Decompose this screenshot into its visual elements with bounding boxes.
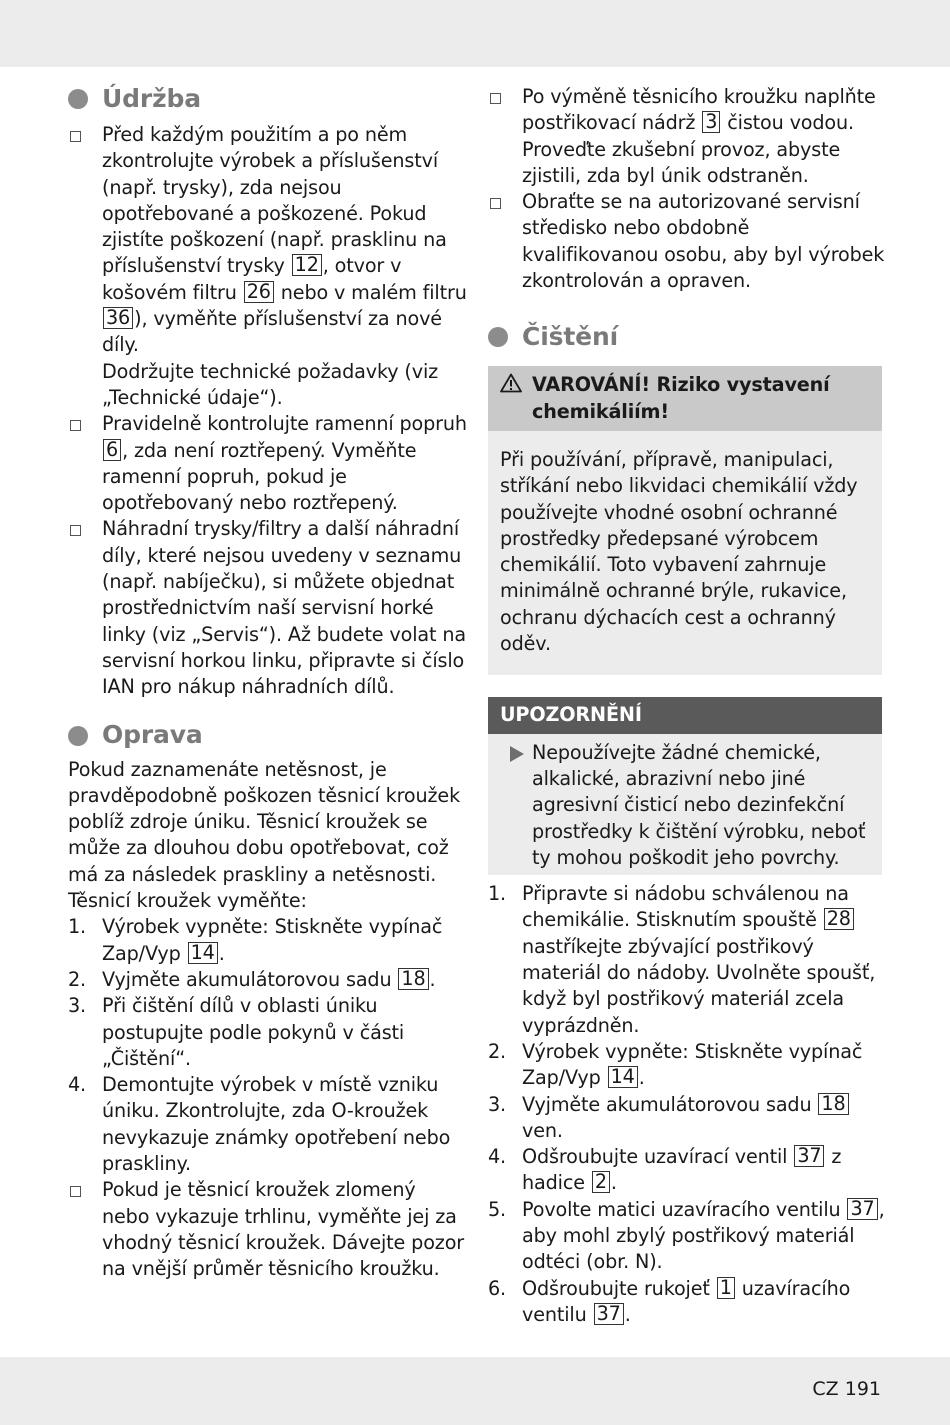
step-text: Připravte si nádobu schválenou na chemikálie. Stisknutím spouště 28 nastříkejte zbývající postřikový materiál do nádoby. Uvolněte spoušť, když byl postřikový materiál zcela vyprázdněn.: [522, 882, 876, 1037]
bullet-dot-icon: [488, 327, 508, 347]
notice-body: [488, 734, 882, 875]
checkbox-square-icon: [70, 525, 81, 536]
figure-reference: 28: [824, 908, 854, 930]
section-heading-maintenance: [68, 80, 468, 118]
bullet-dot-icon: [68, 89, 88, 109]
numbered-step: [488, 1144, 888, 1197]
figure-reference: 26: [244, 281, 274, 303]
step-text: Odšroubujte uzavírací ventil 37 z hadice 2 .: [522, 1144, 842, 1195]
notice-title: UPOZORNĚNÍ: [488, 697, 882, 733]
list-item: [68, 1177, 468, 1282]
step-number: 5.: [488, 1197, 507, 1221]
item-text: Pravidelně kontrolujte ramenní popruh 6 , zda není roztřepený. Vyměňte ramenní popruh, pokud je opotřebovaný nebo roztřepený.: [102, 412, 467, 515]
numbered-step: [68, 967, 468, 993]
warning-header: [488, 366, 882, 431]
numbered-step: [488, 1276, 888, 1329]
notice-item: [498, 740, 870, 871]
figure-reference: 2: [592, 1171, 610, 1193]
figure-reference: 14: [608, 1066, 638, 1088]
step-text: Demontujte výrobek v místě vzniku úniku. Zkontrolujte, zda O-kroužek nevykazuje známky opotřebení nebo praskliny.: [102, 1073, 451, 1175]
item-extra-text: Dodržujte technické požadavky (viz „Technické údaje“).: [102, 359, 439, 409]
checkbox-square-icon: [70, 1186, 81, 1197]
checkbox-square-icon: [490, 93, 501, 104]
figure-reference: 18: [818, 1093, 848, 1115]
numbered-step: [488, 1197, 888, 1276]
step-number: 1.: [488, 882, 507, 906]
item-text: Po výměně těsnicího kroužku naplňte postřikovací nádrž 3 čistou vodou. Proveďte zkušební provoz, abyste zjistili, zda byl únik odstraněn.: [522, 85, 876, 187]
section-heading-repair: [68, 717, 468, 755]
notice-box: [488, 697, 882, 875]
step-text: Při čištění dílů v oblasti úniku postupujte podle pokynů v části „Čištění“.: [102, 994, 405, 1070]
figure-reference: 37: [847, 1198, 877, 1220]
step-text: Výrobek vypněte: Stiskněte vypínač Zap/Vyp 14 .: [102, 915, 443, 965]
step-number: 4.: [488, 1145, 507, 1169]
item-text: Obraťte se na autorizované servisní středisko nebo obdobně kvalifikovanou osobu, aby byl výrobek zkontrolován a opraven.: [522, 190, 885, 293]
checkbox-square-icon: [70, 131, 81, 142]
checkbox-square-icon: [490, 198, 501, 209]
numbered-step: [488, 1092, 888, 1145]
step-number: 3.: [68, 994, 87, 1018]
figure-reference: 1: [717, 1277, 735, 1299]
step-number: 2.: [68, 967, 87, 991]
step-text: Odšroubujte rukojeť 1 uzavíracího ventilu 37 .: [522, 1275, 851, 1326]
figure-reference: 14: [188, 942, 218, 964]
list-item: [68, 516, 468, 700]
bottom-band: [0, 1357, 950, 1425]
repair-intro: Pokud zaznamenáte netěsnost, je pravděpodobně poškozen těsnicí kroužek poblíž zdroje úniku. Těsnicí kroužek se může za dlouhou dobu opotřebovat, což má za následek praskliny a netěsnosti. Těsnicí kroužek vyměňte:: [68, 757, 461, 913]
step-number: 1.: [68, 915, 87, 939]
warning-text: Při používání, přípravě, manipulaci, stříkání nebo likvidaci chemikálií vždy používejte vhodné osobní ochranné prostředky předepsané výrobcem chemikálií. Toto vybavení zahrnuje minimálně ochranné brýle, rukavice, ochranu dýchacích cest a ochranný oděv.: [488, 431, 882, 675]
top-band: [0, 0, 950, 67]
right-column: [488, 84, 888, 1328]
step-number: 3.: [488, 1092, 507, 1116]
figure-reference: 37: [794, 1145, 824, 1167]
arrow-right-icon: [510, 746, 524, 762]
numbered-step: [68, 1072, 468, 1177]
numbered-step: [488, 1039, 888, 1092]
figure-reference: 37: [594, 1303, 624, 1325]
figure-reference: 36: [103, 307, 133, 329]
bullet-dot-icon: [68, 726, 88, 746]
list-item: [68, 122, 468, 411]
list-item: [68, 411, 468, 516]
warning-box: [488, 366, 882, 675]
section-heading-cleaning: [488, 318, 888, 356]
figure-reference: 12: [292, 254, 322, 276]
step-text: Výrobek vypněte: Stiskněte vypínač Zap/Vyp 14 .: [522, 1039, 863, 1090]
step-number: 4.: [68, 1073, 87, 1097]
item-text: Pokud je těsnicí kroužek zlomený nebo vykazuje trhlinu, vyměňte jej za vhodný těsnicí kroužek. Dávejte pozor na vnější průměr těsnicího kroužku.: [102, 1178, 465, 1281]
warning-triangle-icon: [500, 373, 522, 393]
notice-text: Nepoužívejte žádné chemické, alkalické, abrazivní nebo jiné agresivní čisticí nebo dezinfekční prostředky k čištění výrobku, neboť ty mohou poškodit jeho povrchy.: [532, 740, 866, 869]
item-text: Před každým použitím a po něm zkontrolujte výrobek a příslušenství (např. trysky), zda nejsou opotřebované a poškozené. Pokud zjistíte poškození (např. prasklinu na příslušenství trysky 12 , otvor v košovém filtru 26 nebo v malém filtru 36 ), vyměňte příslušenství za nové díly.: [102, 123, 467, 357]
numbered-step: [488, 881, 888, 1039]
step-number: 2.: [488, 1039, 507, 1063]
item-text: Náhradní trysky/filtry a další náhradní díly, které nejsou uvedeny v seznamu (např. nabíječku), si můžete objednat prostřednictvím naší servisní horké linky (viz „Servis“). Až budete volat na servisní horkou linku, připravte si číslo IAN pro nákup náhradních dílů.: [102, 517, 466, 699]
repair-title: Oprava: [102, 720, 203, 750]
step-text: Vyjměte akumulátorovou sadu 18 .: [102, 966, 436, 991]
list-item: [488, 84, 888, 189]
list-item: [488, 189, 888, 294]
warning-title: VAROVÁNÍ! Riziko vystavení chemikáliím!: [532, 373, 830, 423]
numbered-step: [68, 993, 468, 1072]
numbered-step: [68, 914, 468, 967]
page-number: CZ 191: [812, 1378, 881, 1400]
step-text: Vyjměte akumulátorovou sadu 18 ven.: [522, 1092, 888, 1145]
maintenance-title: Údržba: [102, 83, 201, 113]
figure-reference: 6: [103, 439, 121, 461]
figure-reference: 3: [702, 111, 720, 133]
figure-reference: 18: [398, 968, 428, 990]
left-column: [68, 80, 468, 1282]
step-text: Povolte matici uzavíracího ventilu 37 , aby mohl zbylý postřikový materiál odtéci (obr. N).: [522, 1196, 885, 1274]
step-number: 6.: [488, 1276, 507, 1300]
checkbox-square-icon: [70, 420, 81, 431]
cleaning-title: Čištění: [522, 322, 619, 352]
